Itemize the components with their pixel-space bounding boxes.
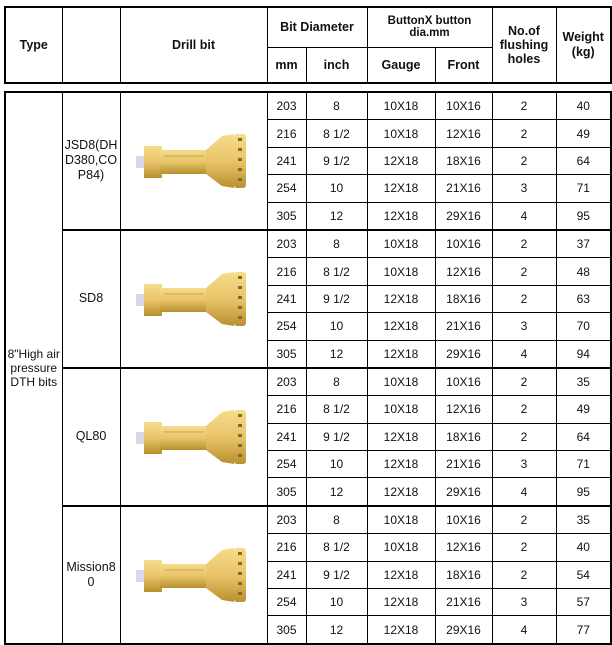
header-drill-bit: Drill bit — [120, 7, 267, 83]
cell-inch: 10 — [306, 313, 367, 340]
drill-bit-cell — [120, 506, 267, 644]
cell-inch: 8 — [306, 506, 367, 534]
cell-mm: 216 — [267, 396, 306, 423]
cell-front: 10X16 — [435, 506, 492, 534]
spec-table-header — [4, 6, 612, 84]
drill-bit-cell — [120, 92, 267, 230]
cell-flushing-holes: 3 — [492, 589, 556, 616]
cell-inch: 8 1/2 — [306, 534, 367, 561]
cell-front: 29X16 — [435, 202, 492, 230]
cell-front: 29X16 — [435, 478, 492, 506]
cell-mm: 305 — [267, 616, 306, 644]
cell-flushing-holes: 2 — [492, 92, 556, 120]
model-name: SD8 — [62, 230, 120, 368]
cell-gauge: 10X18 — [367, 534, 435, 561]
cell-inch: 9 1/2 — [306, 147, 367, 174]
header-mm: mm — [267, 47, 306, 83]
cell-weight: 64 — [556, 423, 611, 450]
cell-front: 21X16 — [435, 589, 492, 616]
cell-gauge: 12X18 — [367, 616, 435, 644]
header-button: ButtonX button dia.mm — [367, 7, 492, 47]
cell-flushing-holes: 3 — [492, 451, 556, 478]
cell-flushing-holes: 2 — [492, 368, 556, 396]
cell-mm: 203 — [267, 92, 306, 120]
cell-gauge: 12X18 — [367, 175, 435, 202]
cell-front: 18X16 — [435, 285, 492, 312]
cell-front: 18X16 — [435, 423, 492, 450]
cell-mm: 254 — [267, 175, 306, 202]
cell-front: 21X16 — [435, 313, 492, 340]
cell-mm: 241 — [267, 561, 306, 588]
cell-flushing-holes: 4 — [492, 202, 556, 230]
cell-weight: 35 — [556, 506, 611, 534]
cell-flushing-holes: 2 — [492, 396, 556, 423]
cell-weight: 95 — [556, 478, 611, 506]
cell-mm: 254 — [267, 313, 306, 340]
cell-inch: 8 — [306, 368, 367, 396]
header-weight: Weight (kg) — [556, 7, 611, 83]
cell-front: 18X16 — [435, 561, 492, 588]
cell-front: 29X16 — [435, 340, 492, 368]
cell-weight: 64 — [556, 147, 611, 174]
cell-mm: 241 — [267, 423, 306, 450]
drill-bit-image — [134, 264, 254, 334]
cell-flushing-holes: 2 — [492, 506, 556, 534]
model-name: Mission80 — [62, 506, 120, 644]
cell-mm: 203 — [267, 506, 306, 534]
cell-flushing-holes: 2 — [492, 561, 556, 588]
cell-gauge: 12X18 — [367, 340, 435, 368]
cell-inch: 9 1/2 — [306, 285, 367, 312]
header-inch: inch — [306, 47, 367, 83]
cell-gauge: 12X18 — [367, 451, 435, 478]
model-name: JSD8(DHD380,COP84) — [62, 92, 120, 230]
cell-gauge: 10X18 — [367, 120, 435, 147]
cell-weight: 40 — [556, 534, 611, 561]
spec-table-body — [4, 91, 612, 645]
cell-mm: 241 — [267, 147, 306, 174]
cell-mm: 203 — [267, 368, 306, 396]
cell-gauge: 12X18 — [367, 478, 435, 506]
cell-weight: 70 — [556, 313, 611, 340]
header-type: Type — [5, 7, 62, 83]
cell-weight: 37 — [556, 230, 611, 258]
cell-weight: 49 — [556, 120, 611, 147]
header-bit-diameter: Bit Diameter — [267, 7, 367, 47]
cell-mm: 241 — [267, 285, 306, 312]
cell-flushing-holes: 2 — [492, 285, 556, 312]
drill-bit-cell — [120, 368, 267, 506]
model-name: QL80 — [62, 368, 120, 506]
cell-flushing-holes: 4 — [492, 478, 556, 506]
cell-flushing-holes: 3 — [492, 175, 556, 202]
cell-front: 18X16 — [435, 147, 492, 174]
cell-weight: 71 — [556, 175, 611, 202]
cell-front: 21X16 — [435, 451, 492, 478]
cell-front: 12X16 — [435, 258, 492, 285]
table-row — [5, 92, 611, 120]
cell-weight: 63 — [556, 285, 611, 312]
table-row — [5, 506, 611, 534]
cell-mm: 254 — [267, 589, 306, 616]
cell-inch: 9 1/2 — [306, 423, 367, 450]
cell-weight: 94 — [556, 340, 611, 368]
cell-weight: 71 — [556, 451, 611, 478]
cell-gauge: 10X18 — [367, 396, 435, 423]
cell-inch: 12 — [306, 202, 367, 230]
cell-flushing-holes: 2 — [492, 258, 556, 285]
header-flushing-holes: No.of flushing holes — [492, 7, 556, 83]
drill-bit-image — [134, 540, 254, 610]
cell-inch: 8 1/2 — [306, 396, 367, 423]
type-cell: 8"High air pressure DTH bits — [5, 92, 62, 644]
cell-flushing-holes: 2 — [492, 120, 556, 147]
cell-mm: 216 — [267, 534, 306, 561]
cell-gauge: 12X18 — [367, 423, 435, 450]
cell-inch: 12 — [306, 616, 367, 644]
cell-mm: 305 — [267, 478, 306, 506]
cell-front: 10X16 — [435, 230, 492, 258]
drill-bit-image — [134, 402, 254, 472]
cell-weight: 40 — [556, 92, 611, 120]
cell-inch: 10 — [306, 175, 367, 202]
cell-front: 29X16 — [435, 616, 492, 644]
cell-flushing-holes: 3 — [492, 313, 556, 340]
cell-flushing-holes: 2 — [492, 534, 556, 561]
cell-weight: 54 — [556, 561, 611, 588]
cell-inch: 10 — [306, 451, 367, 478]
cell-mm: 254 — [267, 451, 306, 478]
cell-flushing-holes: 4 — [492, 616, 556, 644]
cell-gauge: 10X18 — [367, 92, 435, 120]
cell-flushing-holes: 2 — [492, 230, 556, 258]
cell-inch: 10 — [306, 589, 367, 616]
cell-front: 12X16 — [435, 534, 492, 561]
cell-gauge: 10X18 — [367, 368, 435, 396]
cell-mm: 203 — [267, 230, 306, 258]
cell-weight: 57 — [556, 589, 611, 616]
cell-gauge: 12X18 — [367, 589, 435, 616]
cell-inch: 12 — [306, 478, 367, 506]
cell-gauge: 12X18 — [367, 561, 435, 588]
cell-gauge: 10X18 — [367, 506, 435, 534]
cell-flushing-holes: 2 — [492, 423, 556, 450]
cell-front: 21X16 — [435, 175, 492, 202]
cell-flushing-holes: 4 — [492, 340, 556, 368]
cell-front: 10X16 — [435, 368, 492, 396]
header-gauge: Gauge — [367, 47, 435, 83]
cell-gauge: 12X18 — [367, 313, 435, 340]
table-row — [5, 368, 611, 396]
cell-mm: 216 — [267, 258, 306, 285]
cell-front: 12X16 — [435, 120, 492, 147]
header-front: Front — [435, 47, 492, 83]
cell-mm: 216 — [267, 120, 306, 147]
cell-mm: 305 — [267, 340, 306, 368]
cell-gauge: 12X18 — [367, 202, 435, 230]
cell-weight: 35 — [556, 368, 611, 396]
cell-inch: 8 — [306, 230, 367, 258]
cell-inch: 9 1/2 — [306, 561, 367, 588]
cell-flushing-holes: 2 — [492, 147, 556, 174]
drill-bit-image — [134, 126, 254, 196]
cell-mm: 305 — [267, 202, 306, 230]
cell-gauge: 10X18 — [367, 230, 435, 258]
cell-weight: 95 — [556, 202, 611, 230]
cell-inch: 8 1/2 — [306, 258, 367, 285]
cell-weight: 49 — [556, 396, 611, 423]
cell-inch: 8 — [306, 92, 367, 120]
cell-gauge: 12X18 — [367, 147, 435, 174]
cell-inch: 12 — [306, 340, 367, 368]
table-row — [5, 230, 611, 258]
cell-gauge: 12X18 — [367, 285, 435, 312]
cell-inch: 8 1/2 — [306, 120, 367, 147]
cell-gauge: 10X18 — [367, 258, 435, 285]
drill-bit-cell — [120, 230, 267, 368]
cell-front: 10X16 — [435, 92, 492, 120]
header-blank — [62, 7, 120, 83]
cell-weight: 48 — [556, 258, 611, 285]
cell-weight: 77 — [556, 616, 611, 644]
cell-front: 12X16 — [435, 396, 492, 423]
